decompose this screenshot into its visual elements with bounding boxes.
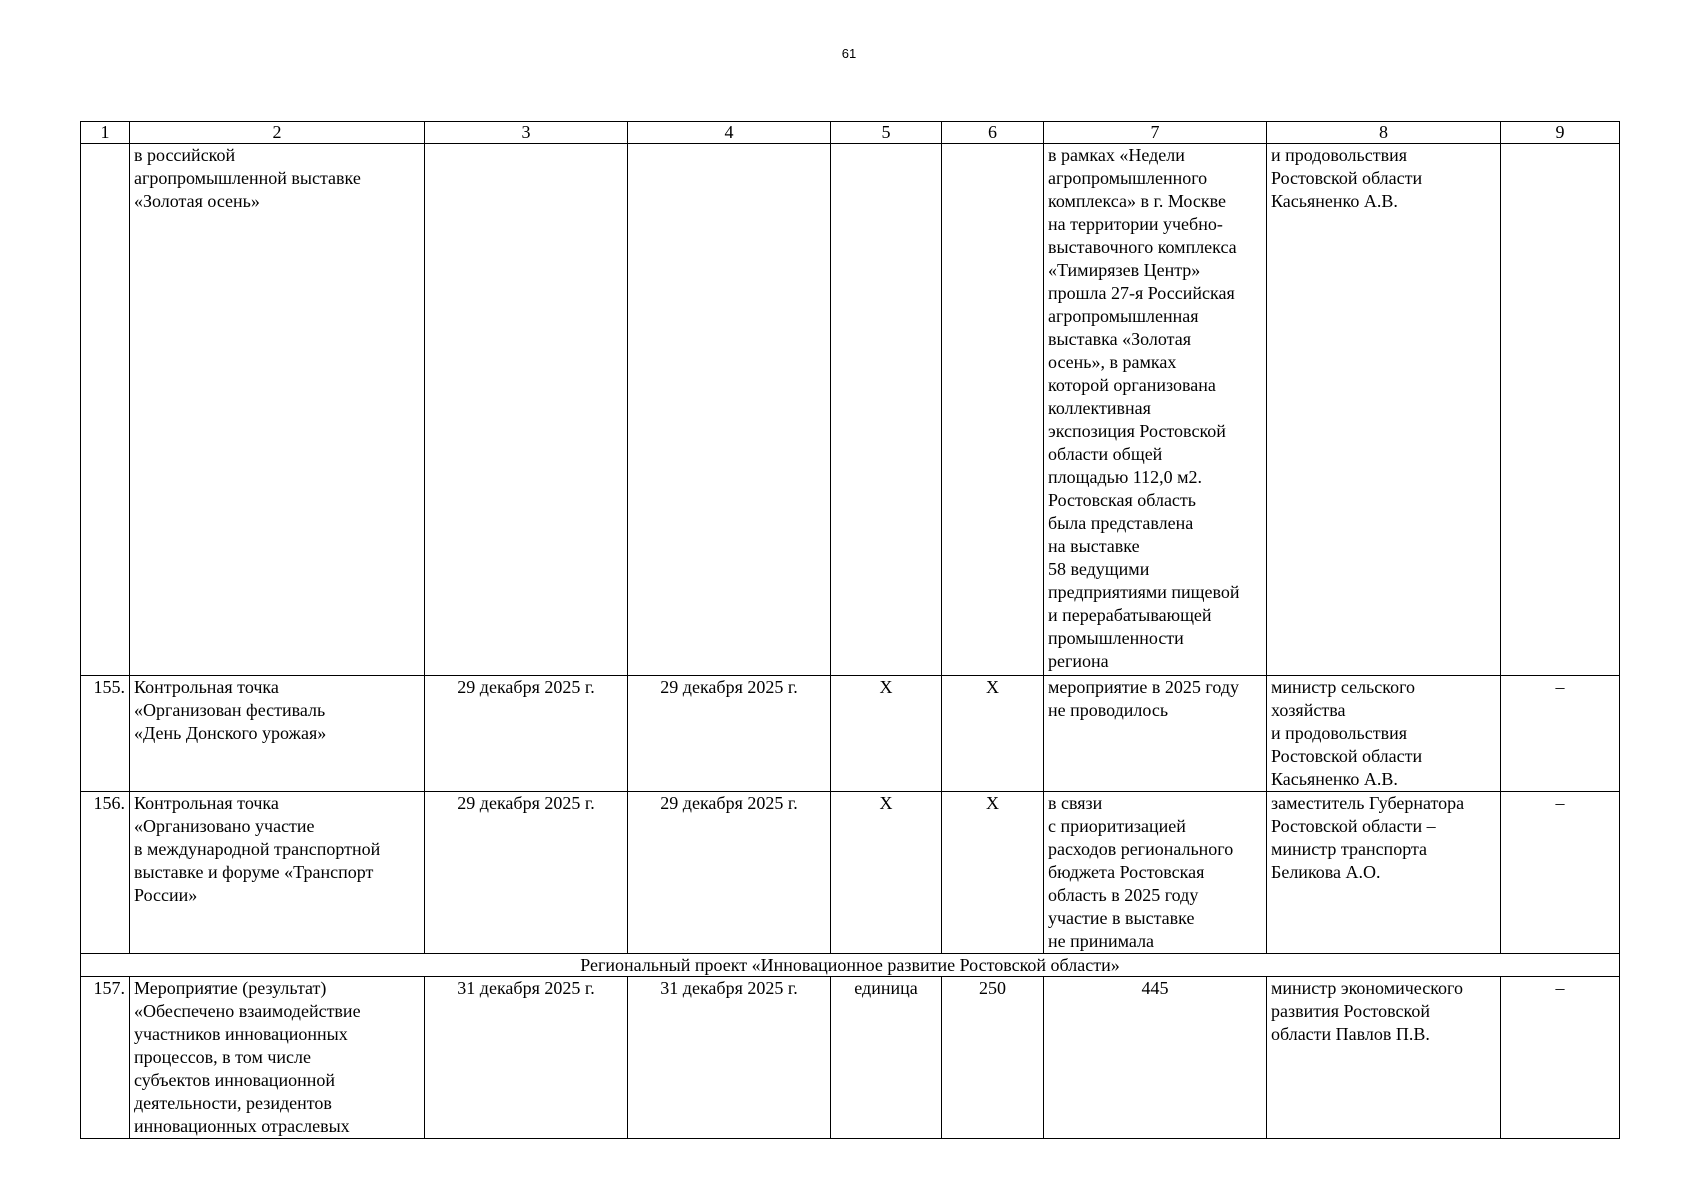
planned-date-cell: 29 декабря 2025 г.: [425, 676, 628, 792]
table-row-155: [81, 676, 1620, 792]
column-number-2: 2: [130, 122, 425, 144]
note-cell: мероприятие в 2025 году не проводилось: [1044, 676, 1267, 792]
note-cell: 445: [1044, 977, 1267, 1139]
responsible-cell: министр сельского хозяйства и продовольствия Ростовской области Касьяненко А.В.: [1267, 676, 1501, 792]
planned-date-cell: 31 декабря 2025 г.: [425, 977, 628, 1139]
event-name-cell: Контрольная точка «Организован фестиваль «День Донского урожая»: [130, 676, 425, 792]
actual-date-cell: 29 декабря 2025 г.: [628, 676, 831, 792]
unit-cell: единица: [831, 977, 942, 1139]
extra-cell: –: [1501, 977, 1620, 1139]
column-number-row: [81, 122, 1620, 144]
value-cell: [942, 144, 1044, 676]
column-number-7: 7: [1044, 122, 1267, 144]
column-number-6: 6: [942, 122, 1044, 144]
responsible-cell: заместитель Губернатора Ростовской области – министр транспорта Беликова А.О.: [1267, 792, 1501, 954]
extra-cell: [1501, 144, 1620, 676]
value-cell: 250: [942, 977, 1044, 1139]
actual-date-cell: [628, 144, 831, 676]
table-row-157: [81, 977, 1620, 1139]
event-name-cell: Мероприятие (результат) «Обеспечено взаимодействие участников инновационных процессов, в том числе субъектов инновационной деятельности, резидентов инновационных отраслевых: [130, 977, 425, 1139]
row-number-cell: 155.: [81, 676, 130, 792]
value-cell: X: [942, 676, 1044, 792]
column-number-9: 9: [1501, 122, 1620, 144]
planned-date-cell: 29 декабря 2025 г.: [425, 792, 628, 954]
extra-cell: –: [1501, 792, 1620, 954]
value-cell: X: [942, 792, 1044, 954]
note-cell: в рамках «Недели агропромышленного комплекса» в г. Москве на территории учебно- выставочного комплекса «Тимирязев Центр» прошла 27-я Российская агропромышленная выставка «Золотая осень», в рамках которой организована коллективная экспозиция Ростовской области общей площадью 112,0 м2. Ростовская область была представлена на выставке 58 ведущими предприятиями пищевой и перерабатывающей промышленности региона: [1044, 144, 1267, 676]
row-number-cell: 157.: [81, 977, 130, 1139]
column-number-3: 3: [425, 122, 628, 144]
page-number: 61: [841, 46, 857, 61]
column-number-5: 5: [831, 122, 942, 144]
extra-cell: –: [1501, 676, 1620, 792]
column-number-8: 8: [1267, 122, 1501, 144]
unit-cell: X: [831, 676, 942, 792]
event-name-cell: Контрольная точка «Организовано участие в международной транспортной выставке и форуме «Транспорт России»: [130, 792, 425, 954]
event-name-cell: в российской агропромышленной выставке «Золотая осень»: [130, 144, 425, 676]
unit-cell: X: [831, 792, 942, 954]
section-row: [81, 954, 1620, 977]
table-row-156: [81, 792, 1620, 954]
actual-date-cell: 31 декабря 2025 г.: [628, 977, 831, 1139]
planned-date-cell: [425, 144, 628, 676]
note-cell: в связи с приоритизацией расходов регионального бюджета Ростовская область в 2025 году участие в выставке не принимала: [1044, 792, 1267, 954]
report-table: [80, 121, 1620, 1139]
row-number-cell: [81, 144, 130, 676]
responsible-cell: и продовольствия Ростовской области Касьяненко А.В.: [1267, 144, 1501, 676]
unit-cell: [831, 144, 942, 676]
table-row-continuation: [81, 144, 1620, 676]
column-number-1: 1: [81, 122, 130, 144]
row-number-cell: 156.: [81, 792, 130, 954]
section-title: Региональный проект «Инновационное развитие Ростовской области»: [81, 954, 1620, 977]
responsible-cell: министр экономического развития Ростовской области Павлов П.В.: [1267, 977, 1501, 1139]
column-number-4: 4: [628, 122, 831, 144]
actual-date-cell: 29 декабря 2025 г.: [628, 792, 831, 954]
